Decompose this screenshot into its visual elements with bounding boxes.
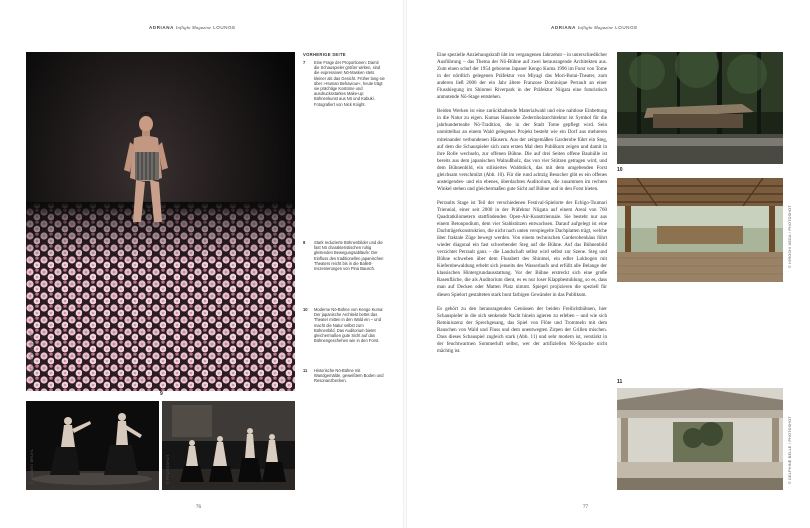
header-magazine: Inflight Magazine bbox=[577, 25, 614, 30]
caption-text: Stark reduzierte Bühnenbilder und die fast Nō charakteristischen ruhig gleitenden Bewegungsabläufe: Der Einfluss des traditionellen japanischen Theaters reicht bis in die Ballett-Inszenierungen von Pina Bausch. bbox=[314, 240, 384, 272]
caption-text: Moderne Nō-Bühne von Kengo Kuma: Der japanische Architekt bettet das Theater mitten in den Wald ein – und macht die Natur selbst zum Bühnenbild. Das Auditorium bietet gleichermaßen gute Sicht auf das Bühnengeschehen wie in den Forst. bbox=[314, 307, 384, 344]
photo-wooden-stage bbox=[617, 178, 783, 282]
caption-item bbox=[303, 368, 385, 384]
header-section: LOUNGE bbox=[615, 25, 638, 30]
caption-number: 8 bbox=[303, 240, 306, 245]
body-paragraph: Eine spezielle Anziehungskraft übt im vergangenen Jahrzehnt – in unterschiedlicher Ausführung – das Thema der Nō-Bühne auf zwei herausragende Architekten aus. Zum einen schuf der 1954 geborene Japaner Kengo Kuma 1996 im Forst von Tome in der nördlich gelegenen Präfektur von Miyagi das Mori-Butai-Theater, zum anderen ließ 2006 der ein Jahr ältere Franzose Dominique Perrault an einer Flussbiegung im Shinmei Riverpark in der Präfektur Niigata eine futuristisch anmutende Nō-Stage entstehen. bbox=[437, 52, 607, 101]
running-header-right bbox=[551, 25, 638, 30]
body-paragraph: Beiden Werken ist eine zurückhaltende Materialwahl und eine nahtlose Einbettung in die Natur zu eigen. Kumas Hausrohe Zedernholzarchitektur ist Symbol für die jahrhundertealte Nō-Tradition, die in der Stadt Tome gepflegt wird. Sein unmittelbar an einem Wald gelegenes Projekt besteht wie ein Dorf aus mehreren miteinander verbundenen Häusern. Aus der zeitgemäßen Garderobe führt ein Steg, auf dem die Schauspieler sich zum ersten Mal dem Publikum zeigen und damit in ihre Rolle wechseln, zur offenen Bühne. Die auf drei Seiten offene Bauhülle ist bereits aus dem japanischen Walnußholz, das von vier Stützen getragen wird, und dem Bühnenbild, ein stilisiertes Waldstück, das mit dem umgebenden Forst gleichsam verschmilzt (Abb. 10). Für die rund achtzig Besucher gibt es ein offenes ansteigendes- und ein ebenes, überdachtes Auditorium, die zusammen im rechten Winkel stehen und gleichermaßen gute Sicht auf Bühne und in den Forst bieten. bbox=[437, 108, 607, 192]
photo-credit: © PHOTOSHOT bbox=[166, 454, 170, 484]
caption-title: VORHERIGE SEITE bbox=[303, 52, 346, 57]
photo-forest-pavilion bbox=[617, 52, 783, 164]
body-paragraph: Es gehört zu den herausragenden Genüssen der beiden Freilichtbühnen, hier Schauspieler in die sich senkende Nacht hinein agieren zu erleben – und wie sich Reminiszenz der Sprechgesang, das Spiel von Flöte und Trommeln mit dem Rauschen von Wald und Fluss und dem unentwegten Zirpen der Grillen mischen. Dass dieses Schauspiel zugleich stark (Abb. 11) und sehr modern ist, verstärkt in der feuchtwarmen Sommerluft selbst, wer der artifiziellen Nō-Sprache nicht mächtig ist. bbox=[437, 305, 607, 354]
caption-item bbox=[303, 60, 385, 107]
running-header-left bbox=[149, 25, 236, 30]
figure-number: 11 bbox=[617, 379, 623, 385]
caption-text: Eine Frage der Proportionen: Damit die Schauspieler größer wirken, sind die expressiven Nō-Masken stets kleiner als das Gesicht. Früher lang sie über »Human Behaviour«, heute trägt sie prächtige Kostüme und ausdrucksstarkes Make-up: Bühnenkunst aus Nō und Kabuki. Fotografiert von Nick Knight. bbox=[314, 60, 385, 107]
page-gutter bbox=[403, 0, 407, 528]
photo-credit: © DELPHINE BELLE / PHOTOSHOT bbox=[788, 416, 792, 484]
page-number-left: 76 bbox=[196, 505, 201, 510]
photo-credit: © LUDWIG BRUHL bbox=[30, 448, 34, 484]
caption-item bbox=[303, 240, 385, 271]
caption-number: 11 bbox=[303, 368, 308, 373]
caption-number: 7 bbox=[303, 60, 306, 65]
header-section: LOUNGE bbox=[213, 25, 236, 30]
figure-number: 10 bbox=[617, 167, 623, 173]
photo-dancer-flowers bbox=[26, 52, 295, 391]
caption-number: 10 bbox=[303, 307, 308, 312]
article-body bbox=[437, 52, 607, 362]
header-brand: ADRIANA bbox=[551, 25, 576, 30]
captions-column bbox=[303, 52, 385, 384]
body-paragraph: Perraults Stage ist Teil der verschiedenen Festival-Spielorte der Echigo-Tsumari Triennial, einer seit 2000 in der Präfektur Niigata auf einem Areal von 760 Quadratkilometern stattfindenden Open-Air-Kunsttriennale. Sie besteht nur aus einem Betonpodium, dem vier Stahlstützen entwachsen. Darauf aufgelegt ist eine Dachträgerkonstruktion, die nicht nach unten verspiegelte Dachplatten trägt, welche über fraktale Züge bewegt werden. Von einem technischen Garderobenhäus führt wieder diagonal ein fast schwebender Steg auf die Bühne. Auf das Bühnenbild verzichtet Perrault ganz – die Landschaft selbst wird selbst zur Szene. Steg und Bühne schweben über dem Flussbett des Shinmei, ein edler Lokbogen mit Kiefernbewaldung erhebt sich jenseits des Wasserlaufs und erfüllt alle Belange der klassischen Hintergrundausstattung. Vor der Bühne erstreckt sich eine große Rasenfläche, die als Auditorium dient, es es nur loser Klappbestuhlung, so es, dass man auf Decken oder Matten Platz nimmt. Spiegel projizieren die speziell für diesen Spielort gestalteten stark bunt farbigen Gewänder in das Publikum. bbox=[437, 199, 607, 298]
page-number-right: 77 bbox=[583, 505, 588, 510]
header-brand: ADRIANA bbox=[149, 25, 174, 30]
header-magazine: Inflight Magazine bbox=[175, 25, 212, 30]
photo-dancers-left bbox=[26, 401, 159, 490]
caption-text: Historische Nō-Bühne mit Wandgemälde, geweißtem Boden und Resonanzbecken. bbox=[314, 368, 384, 384]
figure-number: 9 bbox=[160, 391, 163, 397]
photo-dancers-stage bbox=[162, 401, 295, 490]
caption-item bbox=[303, 307, 385, 343]
photo-credit: © HIROSHI UEDA / PHOTOSHOT bbox=[788, 205, 792, 268]
photo-credit: © SUSANNE BERNHARD bbox=[30, 332, 34, 380]
photo-historic-noh-stage bbox=[617, 388, 783, 490]
